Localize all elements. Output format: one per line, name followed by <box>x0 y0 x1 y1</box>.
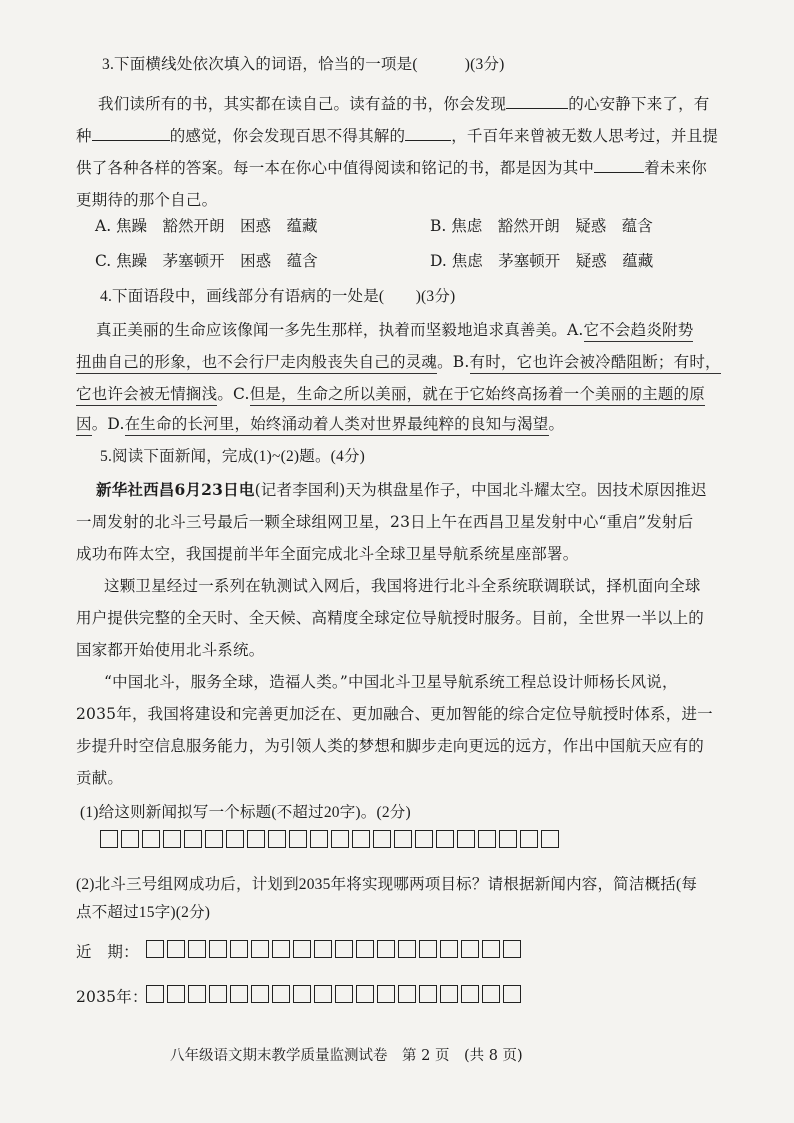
blank-3 <box>405 126 451 141</box>
news-line-1 <box>96 478 707 500</box>
news-line-7: “中国北斗，服务全球，造福人类。”中国北斗卫星导航系统工程总设计师杨长风说， <box>104 673 678 691</box>
answer-box[interactable] <box>331 830 349 848</box>
q4-underlined-c: 因 <box>76 415 92 436</box>
q3-text: 我们读所有的书，其实都在读自己。读有益的书，你会发现 <box>98 95 507 113</box>
answer-box[interactable] <box>356 985 374 1003</box>
answer-box[interactable] <box>541 830 559 848</box>
q3-text: 供了各种各样的答案。每一本在你心中值得阅读和铭记的书，都是因为其中 <box>76 159 595 177</box>
page-footer: 八年级语文期末教学质量监测试卷 第 2 页 (共 8 页) <box>170 1048 523 1064</box>
q4-line-1 <box>96 318 693 340</box>
answer-box[interactable] <box>436 830 454 848</box>
q4-stem: 4.下面语段中，画线部分有语病的一处是( )(3分) <box>100 288 456 305</box>
answer-box[interactable] <box>419 940 437 958</box>
q4-text: 。 <box>548 415 565 433</box>
answer-box[interactable] <box>310 830 328 848</box>
q3-passage-line-2 <box>76 124 718 146</box>
answer-box[interactable] <box>314 985 332 1003</box>
answer-box[interactable] <box>121 830 139 848</box>
year-2035-answer-boxes[interactable] <box>146 985 521 1003</box>
q3-stem: 3.下面横线处依次填入的词语，恰当的一项是( )(3分) <box>102 56 505 73</box>
answer-box[interactable] <box>268 830 286 848</box>
answer-box[interactable] <box>146 940 164 958</box>
answer-box[interactable] <box>377 985 395 1003</box>
answer-box[interactable] <box>230 940 248 958</box>
answer-box[interactable] <box>478 830 496 848</box>
q4-text: 。D. <box>91 415 125 433</box>
answer-box[interactable] <box>394 830 412 848</box>
answer-box[interactable] <box>163 830 181 848</box>
q3-text: 种 <box>76 127 92 145</box>
q4-text: 真正美丽的生命应该像闻一多先生那样，执着而坚毅地追求真善美。A. <box>96 321 584 339</box>
q4-underlined-b: 有时，它也许会被冷酷阻断；有时， <box>470 353 721 374</box>
answer-box[interactable] <box>499 830 517 848</box>
news-line-2: 一周发射的北斗三号最后一颗全球组网卫星，23日上午在西昌卫星发射中心“重启”发射后 <box>76 513 694 531</box>
news-dateline: 新华社西昌6月23日电 <box>96 480 255 499</box>
answer-box[interactable] <box>419 985 437 1003</box>
answer-box[interactable] <box>188 985 206 1003</box>
answer-box[interactable] <box>226 830 244 848</box>
q5-sub-1: (1)给这则新闻拟写一个标题(不超过20字)。(2分) <box>80 804 411 821</box>
q4-text: 。B. <box>437 353 470 371</box>
q4-underlined-b: 它也许会被无情搁浅 <box>76 385 217 406</box>
answer-box[interactable] <box>398 940 416 958</box>
q4-underlined-c: 但是，生命之所以美丽，就在于它始终高扬着一个美丽的主题的原 <box>250 385 705 406</box>
answer-box[interactable] <box>167 940 185 958</box>
answer-box[interactable] <box>251 940 269 958</box>
q3-option-d: D. 焦虑 茅塞顿开 疑惑 蕴藏 <box>430 252 654 270</box>
news-line-8: 2035年，我国将建设和完善更加泛在、更加融合、更加智能的综合定位导航授时体系，进一 <box>76 705 713 723</box>
answer-box[interactable] <box>293 940 311 958</box>
answer-box[interactable] <box>373 830 391 848</box>
q3-passage-line-1 <box>98 92 710 114</box>
news-line-4: 这颗卫星经过一系列在轨测试入网后，我国将进行北斗全系统联调联试，择机面向全球 <box>104 577 701 595</box>
q4-line-4 <box>76 412 564 434</box>
answer-box[interactable] <box>335 940 353 958</box>
answer-box[interactable] <box>356 940 374 958</box>
near-term-answer-boxes[interactable] <box>146 940 521 958</box>
year-2035-label: 2035年： <box>76 988 148 1006</box>
answer-box[interactable] <box>461 985 479 1003</box>
answer-box[interactable] <box>503 985 521 1003</box>
q3-text: 的感觉，你会发现百思不得其解的 <box>169 127 406 145</box>
answer-box[interactable] <box>461 940 479 958</box>
answer-box[interactable] <box>503 940 521 958</box>
news-line-3: 成功布阵太空，我国提前半年全面完成北斗全球卫星导航系统星座部署。 <box>76 545 579 563</box>
answer-box[interactable] <box>314 940 332 958</box>
q4-text: 。C. <box>217 385 250 403</box>
answer-box[interactable] <box>146 985 164 1003</box>
blank-1 <box>506 94 568 109</box>
q4-underlined-a: 它不会趋炎附势 <box>584 321 694 342</box>
q3-option-c: C. 焦躁 茅塞顿开 困惑 蕴含 <box>95 252 318 270</box>
answer-box[interactable] <box>184 830 202 848</box>
q3-option-b: B. 焦虑 豁然开朗 疑惑 蕴含 <box>430 217 653 235</box>
news-line-10: 贡献。 <box>76 769 124 787</box>
blank-4 <box>594 158 644 173</box>
answer-box[interactable] <box>230 985 248 1003</box>
answer-box[interactable] <box>415 830 433 848</box>
answer-box[interactable] <box>209 985 227 1003</box>
answer-box[interactable] <box>272 940 290 958</box>
q5-sub-2-line-2: 点不超过15字)(2分) <box>76 904 211 921</box>
news-line-6: 国家都开始使用北斗系统。 <box>76 641 265 659</box>
title-answer-boxes[interactable] <box>100 830 559 848</box>
q5-stem: 5.阅读下面新闻，完成(1)~(2)题。(4分) <box>100 448 366 465</box>
near-term-label: 近 期： <box>76 943 139 961</box>
answer-box[interactable] <box>272 985 290 1003</box>
q4-line-3 <box>76 382 705 404</box>
answer-box[interactable] <box>100 830 118 848</box>
news-line-9: 步提升时空信息服务能力，为引领人类的梦想和脚步走向更远的远方，作出中国航天应有的 <box>76 737 705 755</box>
answer-box[interactable] <box>457 830 475 848</box>
answer-box[interactable] <box>247 830 265 848</box>
answer-box[interactable] <box>440 985 458 1003</box>
q3-passage-line-4: 更期待的那个自己。 <box>76 191 218 209</box>
q3-text: ，千百年来曾被无数人思考过，并且提 <box>451 127 719 145</box>
q3-option-a: A. 焦躁 豁然开朗 困惑 蕴藏 <box>95 217 318 235</box>
q5-sub-2-line-1: (2)北斗三号组网成功后，计划到2035年将实现哪两项目标？请根据新闻内容，简洁概括(每 <box>76 876 698 893</box>
answer-box[interactable] <box>352 830 370 848</box>
answer-box[interactable] <box>377 940 395 958</box>
answer-box[interactable] <box>205 830 223 848</box>
answer-box[interactable] <box>142 830 160 848</box>
answer-box[interactable] <box>289 830 307 848</box>
answer-box[interactable] <box>440 940 458 958</box>
answer-box[interactable] <box>188 940 206 958</box>
answer-box[interactable] <box>482 985 500 1003</box>
answer-box[interactable] <box>520 830 538 848</box>
answer-box[interactable] <box>398 985 416 1003</box>
answer-box[interactable] <box>293 985 311 1003</box>
blank-2 <box>92 126 170 141</box>
q4-underlined-d: 在生命的长河里，始终涌动着人类对世界最纯粹的良知与渴望 <box>125 415 549 436</box>
answer-box[interactable] <box>209 940 227 958</box>
answer-box[interactable] <box>335 985 353 1003</box>
answer-box[interactable] <box>251 985 269 1003</box>
q3-text: 着未来你 <box>644 159 707 177</box>
q3-text: 的心安静下来了，有 <box>568 95 710 113</box>
q3-passage-line-3 <box>76 156 707 178</box>
q4-underlined-a: 扭曲自己的形象，也不会行尸走肉般丧失自己的灵魂 <box>76 353 437 374</box>
news-text: (记者李国利)天为棋盘星作子，中国北斗耀太空。因技术原因推迟 <box>254 481 707 499</box>
answer-box[interactable] <box>167 985 185 1003</box>
news-line-5: 用户提供完整的全天时、全天候、高精度全球定位导航授时服务。目前，全世界一半以上的 <box>76 609 705 627</box>
answer-box[interactable] <box>482 940 500 958</box>
q4-line-2 <box>76 350 721 372</box>
